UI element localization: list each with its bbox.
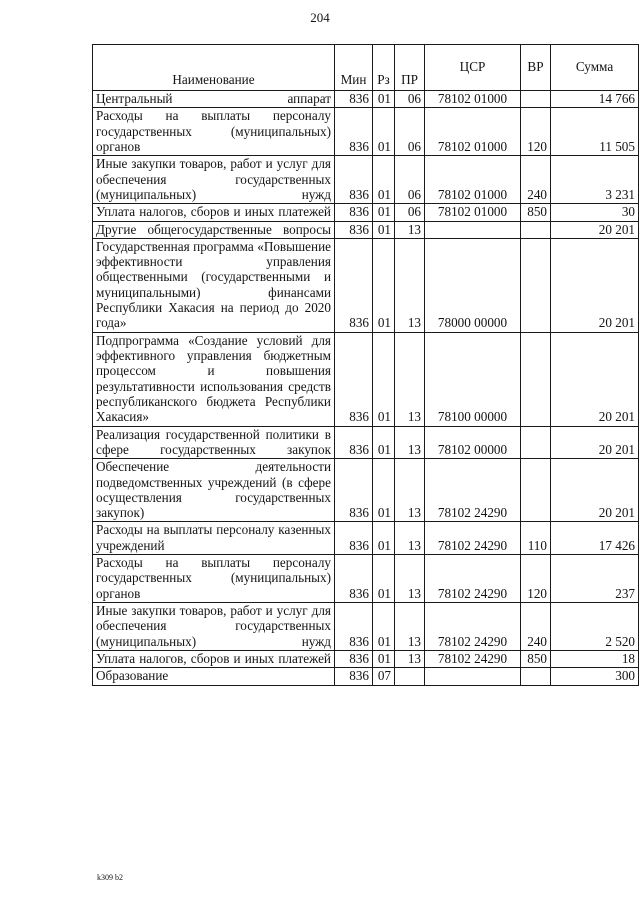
cell-min: 836 xyxy=(335,426,373,459)
cell-rz: 01 xyxy=(373,204,395,221)
table-row xyxy=(93,332,639,426)
table-row xyxy=(93,522,639,555)
footer-code: k309 b2 xyxy=(97,873,123,882)
cell-csr: 78102 24290 xyxy=(425,459,521,522)
cell-sum: 17 426 xyxy=(551,522,639,555)
cell-pr: 06 xyxy=(395,108,425,156)
cell-rz: 01 xyxy=(373,91,395,108)
header-csr: ЦСР xyxy=(425,45,521,91)
cell-vr: 120 xyxy=(521,108,551,156)
cell-vr: 120 xyxy=(521,555,551,603)
cell-sum: 20 201 xyxy=(551,238,639,332)
table-row xyxy=(93,156,639,204)
header-rz: Рз xyxy=(373,45,395,91)
cell-min: 836 xyxy=(335,650,373,667)
table-row xyxy=(93,238,639,332)
table-row xyxy=(93,555,639,603)
cell-csr: 78102 24290 xyxy=(425,555,521,603)
cell-csr: 78102 01000 xyxy=(425,156,521,204)
table-row xyxy=(93,426,639,459)
cell-name: Уплата налогов, сборов и иных платежей xyxy=(93,204,335,221)
cell-pr: 13 xyxy=(395,426,425,459)
cell-pr: 06 xyxy=(395,204,425,221)
cell-min: 836 xyxy=(335,459,373,522)
cell-rz: 01 xyxy=(373,555,395,603)
cell-sum: 18 xyxy=(551,650,639,667)
cell-min: 836 xyxy=(335,555,373,603)
cell-vr xyxy=(521,238,551,332)
cell-min: 836 xyxy=(335,108,373,156)
cell-name: Иные закупки товаров, работ и услуг для обеспечения государственных (муниципальных) нужд xyxy=(93,156,335,204)
cell-vr xyxy=(521,332,551,426)
cell-vr xyxy=(521,459,551,522)
cell-pr: 13 xyxy=(395,238,425,332)
cell-vr xyxy=(521,91,551,108)
cell-pr: 13 xyxy=(395,650,425,667)
cell-vr: 850 xyxy=(521,204,551,221)
cell-sum: 237 xyxy=(551,555,639,603)
cell-sum: 2 520 xyxy=(551,603,639,651)
cell-vr: 850 xyxy=(521,650,551,667)
cell-rz: 01 xyxy=(373,238,395,332)
header-name: Наименование xyxy=(93,45,335,91)
cell-name: Центральный аппарат xyxy=(93,91,335,108)
cell-name: Обеспечение деятельности подведомственных учреждений (в сфере осуществления государственных закупок) xyxy=(93,459,335,522)
cell-vr xyxy=(521,668,551,685)
cell-min: 836 xyxy=(335,91,373,108)
table-row xyxy=(93,668,639,685)
cell-csr: 78102 01000 xyxy=(425,108,521,156)
header-min: Мин xyxy=(335,45,373,91)
header-pr: ПР xyxy=(395,45,425,91)
cell-csr: 78102 24290 xyxy=(425,650,521,667)
cell-rz: 01 xyxy=(373,156,395,204)
table-row xyxy=(93,650,639,667)
cell-name: Расходы на выплаты персоналу государственных (муниципальных) органов xyxy=(93,555,335,603)
cell-name: Иные закупки товаров, работ и услуг для обеспечения государственных (муниципальных) нужд xyxy=(93,603,335,651)
cell-rz: 01 xyxy=(373,221,395,238)
cell-name: Образование xyxy=(93,668,335,685)
table-row xyxy=(93,459,639,522)
cell-csr: 78100 00000 xyxy=(425,332,521,426)
cell-vr xyxy=(521,221,551,238)
cell-name: Расходы на выплаты персоналу казенных учреждений xyxy=(93,522,335,555)
cell-vr: 240 xyxy=(521,156,551,204)
cell-pr: 13 xyxy=(395,555,425,603)
cell-csr xyxy=(425,668,521,685)
cell-pr: 13 xyxy=(395,522,425,555)
cell-rz: 01 xyxy=(373,522,395,555)
cell-sum: 30 xyxy=(551,204,639,221)
cell-sum: 11 505 xyxy=(551,108,639,156)
cell-vr: 240 xyxy=(521,603,551,651)
cell-rz: 01 xyxy=(373,108,395,156)
cell-csr xyxy=(425,221,521,238)
cell-rz: 01 xyxy=(373,650,395,667)
cell-min: 836 xyxy=(335,668,373,685)
cell-csr: 78102 00000 xyxy=(425,426,521,459)
cell-name: Подпрограмма «Создание условий для эффективного управления бюджетным процессом и повышения результативности использования средств республиканского бюджета Республики Хакасия» xyxy=(93,332,335,426)
cell-rz: 01 xyxy=(373,603,395,651)
cell-min: 836 xyxy=(335,204,373,221)
cell-min: 836 xyxy=(335,221,373,238)
page-number: 204 xyxy=(310,10,330,25)
cell-min: 836 xyxy=(335,603,373,651)
cell-pr: 06 xyxy=(395,91,425,108)
cell-sum: 20 201 xyxy=(551,332,639,426)
cell-sum: 14 766 xyxy=(551,91,639,108)
cell-sum: 20 201 xyxy=(551,459,639,522)
cell-vr: 110 xyxy=(521,522,551,555)
cell-name: Уплата налогов, сборов и иных платежей xyxy=(93,650,335,667)
cell-csr: 78102 01000 xyxy=(425,204,521,221)
cell-rz: 07 xyxy=(373,668,395,685)
cell-sum: 20 201 xyxy=(551,221,639,238)
cell-name: Расходы на выплаты персоналу государственных (муниципальных) органов xyxy=(93,108,335,156)
cell-min: 836 xyxy=(335,332,373,426)
cell-pr: 13 xyxy=(395,603,425,651)
cell-pr: 06 xyxy=(395,156,425,204)
table-row xyxy=(93,603,639,651)
cell-pr xyxy=(395,668,425,685)
cell-sum: 20 201 xyxy=(551,426,639,459)
cell-pr: 13 xyxy=(395,459,425,522)
header-sum: Сумма xyxy=(551,45,639,91)
cell-name: Государственная программа «Повышение эффективности управления общественными (государственными и муниципальными) финансами Республики Хакасия на период до 2020 года» xyxy=(93,238,335,332)
table-row xyxy=(93,204,639,221)
cell-min: 836 xyxy=(335,156,373,204)
table-row xyxy=(93,108,639,156)
cell-pr: 13 xyxy=(395,332,425,426)
budget-table xyxy=(92,44,639,686)
table-row xyxy=(93,91,639,108)
cell-sum: 300 xyxy=(551,668,639,685)
table-row xyxy=(93,221,639,238)
cell-rz: 01 xyxy=(373,459,395,522)
cell-min: 836 xyxy=(335,238,373,332)
cell-csr: 78000 00000 xyxy=(425,238,521,332)
cell-name: Другие общегосударственные вопросы xyxy=(93,221,335,238)
cell-min: 836 xyxy=(335,522,373,555)
cell-csr: 78102 24290 xyxy=(425,522,521,555)
cell-rz: 01 xyxy=(373,332,395,426)
cell-sum: 3 231 xyxy=(551,156,639,204)
header-vr: ВР xyxy=(521,45,551,91)
cell-rz: 01 xyxy=(373,426,395,459)
cell-pr: 13 xyxy=(395,221,425,238)
cell-name: Реализация государственной политики в сфере государственных закупок xyxy=(93,426,335,459)
cell-csr: 78102 01000 xyxy=(425,91,521,108)
table-header-row xyxy=(93,45,639,91)
cell-csr: 78102 24290 xyxy=(425,603,521,651)
cell-vr xyxy=(521,426,551,459)
